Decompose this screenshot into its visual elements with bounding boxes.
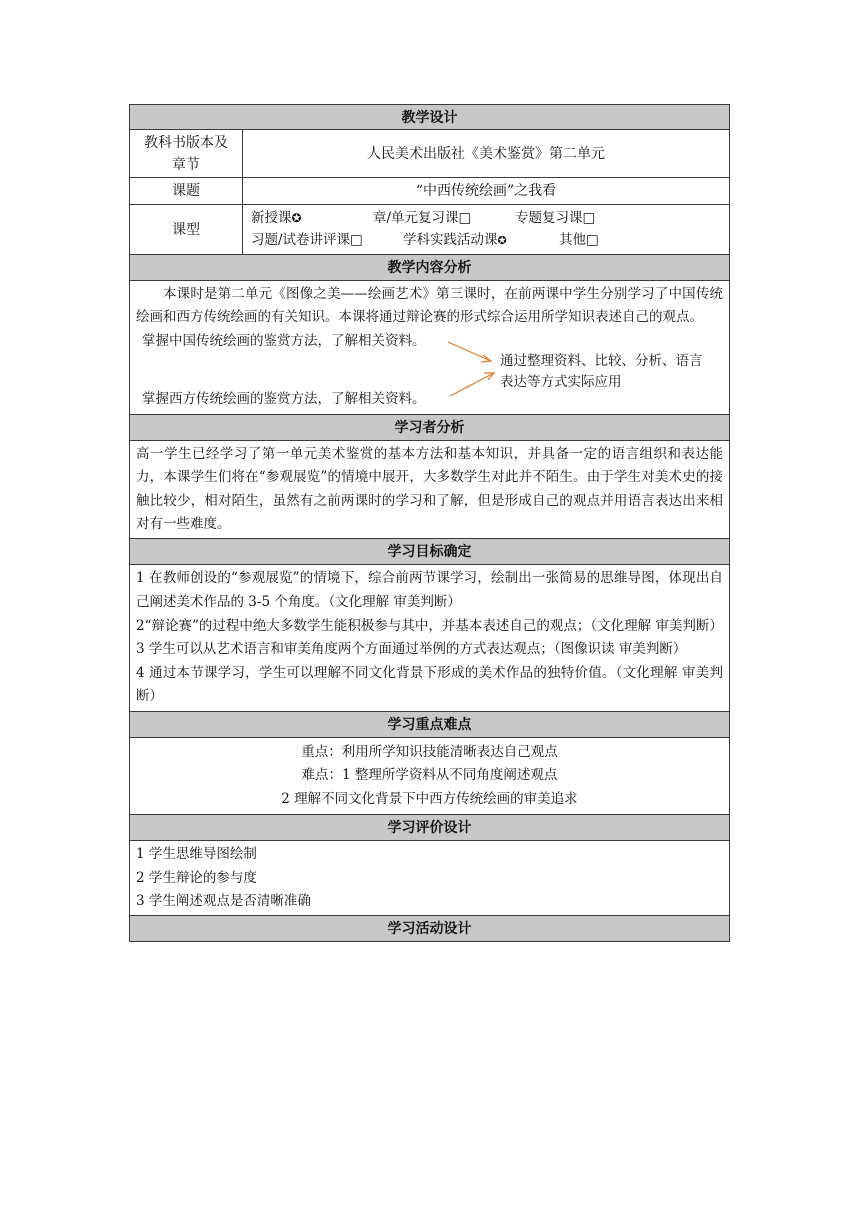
knowledge-flow-diagram [136,330,723,414]
topic-row [129,178,730,205]
section-header-content-analysis: 教学内容分析 [129,255,730,281]
objective-item-3: 3 学生可以从艺术语言和审美角度两个方面通过举例的方式表达观点；（图像识读 审美判断） [136,641,687,658]
arrow-upper [448,342,491,361]
option-unit-review: 章/单元复习课□ [373,210,472,226]
option-new-lesson-label: 新授课 [251,210,292,226]
course-type-options [243,205,729,254]
textbook-row [129,130,730,178]
evaluation-item-2: 2 学生辩论的参与度 [136,869,257,886]
arrowhead-lower [484,373,494,380]
option-topic-review: 专题复习课□ [515,210,596,226]
key-point-focus: 重点：利用所学知识技能清晰表达自己观点 [301,744,558,760]
learner-analysis-paragraph: 高一学生已经学习了第一单元美术鉴赏的基本方法和基本知识，并具备一定的语言组织和表达能力，本课学生们将在“参观展览”的情境中展开，大多数学生对此并不陌生。由于学生对美术史的接触比较少，相对陌生，虽然有之前两课时的学习和了解，但是形成自己的观点并用语言表达出来相对有一些难度。 [136,445,723,533]
section-header-evaluation: 学习评价设计 [129,815,730,841]
textbook-label-line1: 教科书版本及 [144,134,228,151]
textbook-label [130,130,243,177]
checked-mark-icon: ✪ [291,211,302,225]
content-analysis-paragraph: 本课时是第二单元《图像之美——绘画艺术》第三课时，在前两课中学生分别学习了中国传统绘画和西方传统绘画的有关知识。本课将通过辩论赛的形式综合运用所学知识表述自己的观点。 [136,286,723,326]
evaluation-item-1: 1 学生思维导图绘制 [136,846,257,863]
section-header-activity-design: 学习活动设计 [129,916,730,942]
objective-item-4: 4 通过本节课学习，学生可以理解不同文化背景下形成的美术作品的独特价值。（文化理解 审美判断） [136,664,723,705]
option-other: 其他□ [559,232,599,248]
section-header-learner-analysis: 学习者分析 [129,415,730,441]
objectives-body [129,565,730,712]
objective-item-1: 1 在教师创设的“参观展览”的情境下，综合前两节课学习，绘制出一张简易的思维导图，体现出自己阐述美术作品的 3-5 个角度。（文化理解 审美判断） [136,570,723,611]
learner-analysis-body [129,441,730,540]
lesson-plan-table [129,104,730,942]
item-western-painting: 掌握西方传统绘画的鉴赏方法，了解相关资料。 [142,390,426,407]
key-point-difficulty-1: 难点：1 整理所学资料从不同角度阐述观点 [301,767,558,784]
textbook-label-line2: 章节 [172,156,200,173]
option-practice-activity [403,229,559,252]
topic-value: “中西传统绘画”之我看 [415,183,557,199]
converging-arrows [136,330,736,414]
evaluation-body [129,841,730,916]
arrow-lower [450,373,494,396]
option-practice-activity-label: 学科实践活动课 [403,232,498,248]
section-header-objectives: 学习目标确定 [129,539,730,565]
checked-mark-icon: ✪ [497,234,507,247]
section-header-key-points: 学习重点难点 [129,712,730,738]
section-header-teaching-design: 教学设计 [129,104,730,130]
objective-item-2: 2“辩论赛”的过程中绝大多数学生能积极参与其中，并基本表述自己的观点；（文化理解 审美判断） [136,617,723,634]
application-result-line2: 表达等方式实际应用 [500,373,622,390]
item-chinese-painting: 掌握中国传统绘画的鉴赏方法，了解相关资料。 [142,332,426,349]
textbook-value: 人民美术出版社《美术鉴赏》第二单元 [367,145,605,162]
key-point-difficulty-2: 2 理解不同文化背景下中西方传统绘画的审美追求 [281,790,578,807]
application-result-line1: 通过整理资料、比较、分析、语言 [500,352,703,369]
option-exam-review: 习题/试卷讲评课□ [251,232,363,248]
content-analysis-body [129,281,730,415]
option-new-lesson [251,207,373,229]
course-type-row [129,205,730,255]
course-type-label: 课型 [130,205,243,254]
topic-label: 课题 [130,178,243,204]
evaluation-item-3: 3 学生阐述观点是否清晰准确 [136,893,311,910]
key-points-body [129,738,730,815]
